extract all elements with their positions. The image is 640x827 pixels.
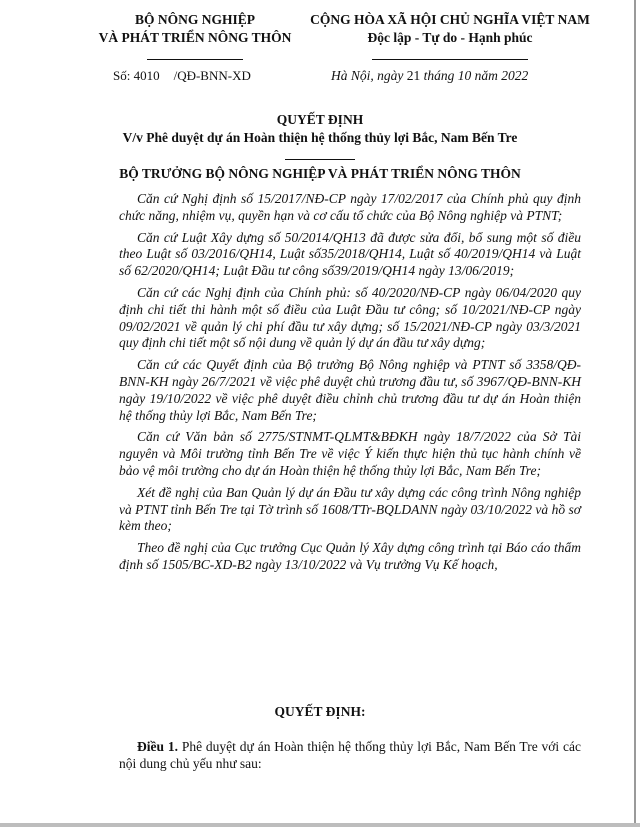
article-1-label: Điều 1. bbox=[137, 739, 178, 754]
agency-line-2: VÀ PHÁT TRIỂN NÔNG THÔN bbox=[98, 30, 292, 45]
preamble-item: Căn cứ Văn bản số 2775/STNMT-QLMT&BĐKH ngày 18/7/2022 của Sở Tài nguyên và Môi trường tỉnh Bến Tre về việc Ý kiến thực hiện thủ tục hành chính về bảo vệ môi trường cho dự án Hoàn thiện hệ thống thủy lợi Bắc, Nam Bến Tre; bbox=[119, 429, 581, 478]
country-name: CỘNG HÒA XÃ HỘI CHỦ NGHĨA VIỆT NAM bbox=[310, 12, 590, 27]
preamble-item: Căn cứ các Nghị định của Chính phủ: số 40/2020/NĐ-CP ngày 06/04/2020 quy định chi tiết thi hành một số điều của Luật Đầu tư công; số 10/2021/NĐ-CP ngày 09/02/2021 về quản lý chi phí đầu tư xây dựng; số 15/2021/NĐ-CP ngày 03/3/2021 quy định chi tiết một số nội dung về quản lý dự án đầu tư xây dựng; bbox=[119, 284, 581, 351]
title-subject: V/v Phê duyệt dự án Hoàn thiện hệ thống thủy lợi Bắc, Nam Bến Tre bbox=[122, 130, 518, 145]
article-1-text: Phê duyệt dự án Hoàn thiện hệ thống thủy lợi Bắc, Nam Bến Tre với các nội dung chủ yếu như sau: bbox=[119, 739, 582, 771]
preamble-item: Căn cứ Nghị định số 15/2017/NĐ-CP ngày 17/02/2017 của Chính phủ quy định chức năng, nhiệm vụ, quyền hạn và cơ cấu tổ chức của Bộ Nông nghiệp và PTNT; bbox=[119, 191, 581, 223]
place-text: Hà Nội, ngày bbox=[331, 68, 407, 83]
agency-underline bbox=[147, 59, 243, 60]
issuing-agency bbox=[95, 11, 295, 65]
date-day: 21 bbox=[406, 68, 421, 83]
issuing-authority: BỘ TRƯỞNG BỘ NÔNG NGHIỆP VÀ PHÁT TRIỂN NÔNG THÔN bbox=[119, 166, 521, 181]
preamble-item: Xét đề nghị của Ban Quản lý dự án Đầu tư xây dựng các công trình Nông nghiệp và PTNT tỉnh Bến Tre tại Tờ trình số 1608/TTr-BQLDANN ngày 03/10/2022 và hồ sơ kèm theo; bbox=[119, 484, 581, 534]
preamble-item: Căn cứ các Quyết định của Bộ trưởng Bộ Nông nghiệp và PTNT số 3358/QĐ-BNN-KH ngày 26/7/2021 về việc phê duyệt chủ trương đầu tư, số 3967/QĐ-BNN-KH ngày 19/10/2022 về việc phê duyệt điều chỉnh chủ trương đầu tư dự án Hoàn thiện hệ thống thủy lợi Bắc, Nam Bến Tre; bbox=[119, 357, 581, 423]
place-and-date bbox=[331, 68, 528, 84]
title-underline bbox=[285, 159, 355, 160]
national-header bbox=[300, 11, 600, 65]
document-number bbox=[113, 68, 251, 84]
national-motto: Độc lập - Tự do - Hạnh phúc bbox=[367, 30, 533, 45]
article-1 bbox=[119, 738, 581, 772]
preamble-item: Theo đề nghị của Cục trưởng Cục Quản lý Xây dựng công trình tại Báo cáo thẩm định số 1505/BC-XD-B2 ngày 13/10/2022 và Vụ trưởng Vụ Kế hoạch, bbox=[119, 540, 581, 572]
doc-number-prefix: Số: 4010 bbox=[113, 68, 160, 83]
document-title bbox=[0, 111, 640, 165]
date-month-year: tháng 10 năm 2022 bbox=[420, 68, 529, 83]
title-heading: QUYẾT ĐỊNH bbox=[276, 112, 364, 127]
page-bottom-border bbox=[0, 823, 640, 827]
motto-underline bbox=[372, 59, 528, 60]
preamble bbox=[119, 191, 581, 579]
doc-number-suffix: /QĐ-BNN-XD bbox=[173, 68, 251, 83]
agency-line-1: BỘ NÔNG NGHIỆP bbox=[134, 12, 255, 27]
decision-heading: QUYẾT ĐỊNH: bbox=[274, 704, 366, 719]
preamble-item: Căn cứ Luật Xây dựng số 50/2014/QH13 đã được sửa đổi, bổ sung một số điều theo Luật số 03/2016/QH14, Luật số35/2018/QH14, Luật số 40/2019/QH14 và Luật số 62/2020/QH14; Luật Đầu tư công số39/2019/QH14 ngày 13/06/2019; bbox=[119, 229, 581, 279]
